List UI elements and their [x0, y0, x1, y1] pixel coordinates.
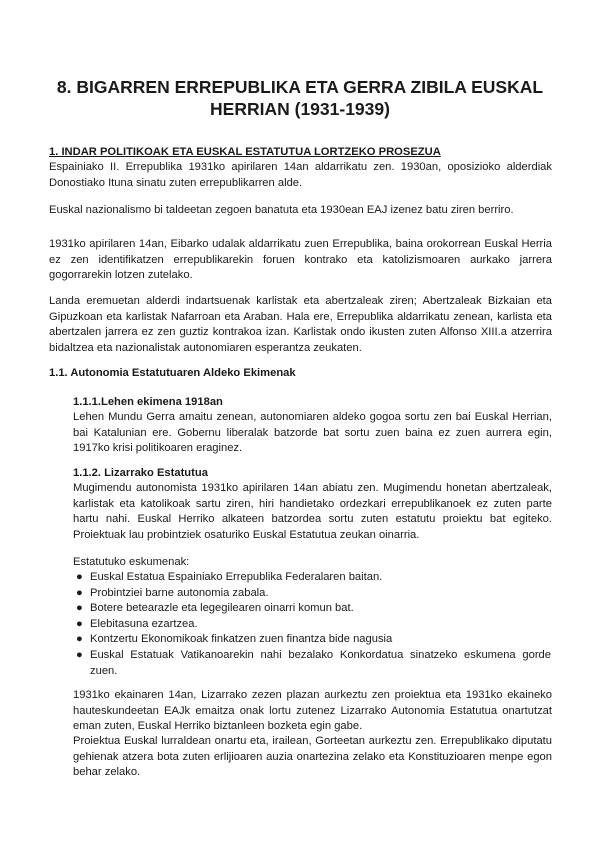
- section-1-1-2-paragraph: Mugimendu autonomista 1931ko apirilaren 14an abiatu zen. Mugimendu honetan abertzaleak, karlistak eta katolikoak sartu ziren, hiri handietako ordezkari errepublikanoek ez zuten parte hartu nahi. Euskal Herriko alkateen batzordea sortu zuten estatutu proiektu bat egiteko. Proiektuak lau probintziek osaturiko Euskal Estatutua zeukan oinarria.: [73, 482, 552, 541]
- page-title: [40, 76, 560, 120]
- bullet-icon: ●: [76, 602, 83, 615]
- list-item: ● Botere betearazle eta legegilearen oinarri komun bat.: [73, 601, 551, 617]
- list-item: ● Euskal Estatua Espainiako Errepublika Federalaren baitan.: [73, 570, 551, 586]
- bullet-icon: ●: [76, 633, 83, 646]
- list-item: ● Elebitasuna ezartzea.: [73, 617, 551, 633]
- bullet-icon: ●: [76, 648, 83, 661]
- section-1-paragraph-1: Espainiako II. Errepublika 1931ko apirilaren 14an aldarrikatu zen. 1930an, oposizioko alderdiak Donostiako Ituna sinatu zuten errepublikarren alde.: [49, 161, 552, 189]
- bullet-icon: ●: [76, 617, 83, 630]
- section-1-paragraph-2: Euskal nazionalismo bi taldeetan zegoen banatuta eta 1930ean EAJ izenez batu ziren berriro.: [49, 204, 514, 216]
- list-item: ● Probintziei barne autonomia zabala.: [73, 586, 551, 602]
- section-1-1-1-heading: 1.1.1.Lehen ekimena 1918an: [73, 396, 223, 408]
- closing-paragraph-2: Proiektua Euskal lurraldean onartu eta, irailean, Gorteetan aurkeztu zen. Errepublikako diputatu gehienak atzera bota zuten erlijioaren auzia onartezina zelako eta Konstituzioaren menpe egon behar zelako.: [73, 735, 552, 779]
- section-1-1-1-paragraph: Lehen Mundu Gerra amaitu zenean, autonomiaren aldeko gogoa sortu zen bai Euskal Herrian, bai Katalunian ere. Gobernu liberalak batzorde bat sortu zuen baina ez zuen aurrera egin, 1917ko krisi politikoaren eraginez.: [73, 411, 552, 455]
- section-1-heading: 1. INDAR POLITIKOAK ETA EUSKAL ESTATUTUA LORTZEKO PROSEZUA: [49, 146, 441, 158]
- bullet-icon: ●: [76, 571, 83, 583]
- page-title-line-2: HERRIAN (1931-1939): [210, 99, 390, 119]
- list-item: ● Kontzertu Ekonomikoak finkatzen zuen finantza bide nagusia: [73, 632, 551, 648]
- section-1-paragraph-3: 1931ko apirilaren 14an, Eibarko udalak aldarrikatu zuen Errepublika, baina orokorrean Euskal Herria ez zen identifikatzen errepublikarekin foruen kontrako eta katolizismoaren aurkako jarrera gogorrarekin lotzen zutelako.: [49, 238, 552, 282]
- page-title-line-1: 8. BIGARREN ERREPUBLIKA ETA GERRA ZIBILA EUSKAL: [56, 77, 544, 97]
- section-1-1-2-heading: 1.1.2. Lizarrako Estatutua: [73, 467, 208, 479]
- section-1-1-heading: 1.1. Autonomia Estatutuaren Aldeko Ekimenak: [49, 367, 296, 379]
- list-item: ● Euskal Estatuak Vatikanoarekin nahi bezalako Konkordatua sinatzeko eskumena gorde zuen.: [76, 648, 551, 677]
- eskumenak-list: [73, 570, 551, 679]
- bullet-icon: ●: [76, 586, 83, 599]
- section-1-paragraph-4: Landa eremuetan alderdi indartsuenak karlistak eta abertzaleak ziren; Abertzaleak Bizkaian eta Gipuzkoan eta karlistak Nafarroan eta Araban. Hala ere, Errepublika aldarrikatu zenean, karlista eta abertzalen jarrera ez zen guztiz kontrakoa izan. Karlistak ondo ikusten zuten Alfonso XIII.a atzerrira bidaltzea eta nazionalistak autonomiaren esperantza zeukaten.: [49, 295, 552, 354]
- closing-paragraph-1: 1931ko ekainaren 14an, Lizarrako zezen plazan aurkeztu zen proiektua eta 1931ko ekaineko hauteskundeetan EAJk emaitza onak lortu zutenez Lizarrako Autonomia Estatutua onartutzat eman zuten, Euskal Herriko biztanleen bozketa egin gabe.: [73, 689, 552, 733]
- eskumenak-label: Estatutuko eskumenak:: [73, 556, 190, 568]
